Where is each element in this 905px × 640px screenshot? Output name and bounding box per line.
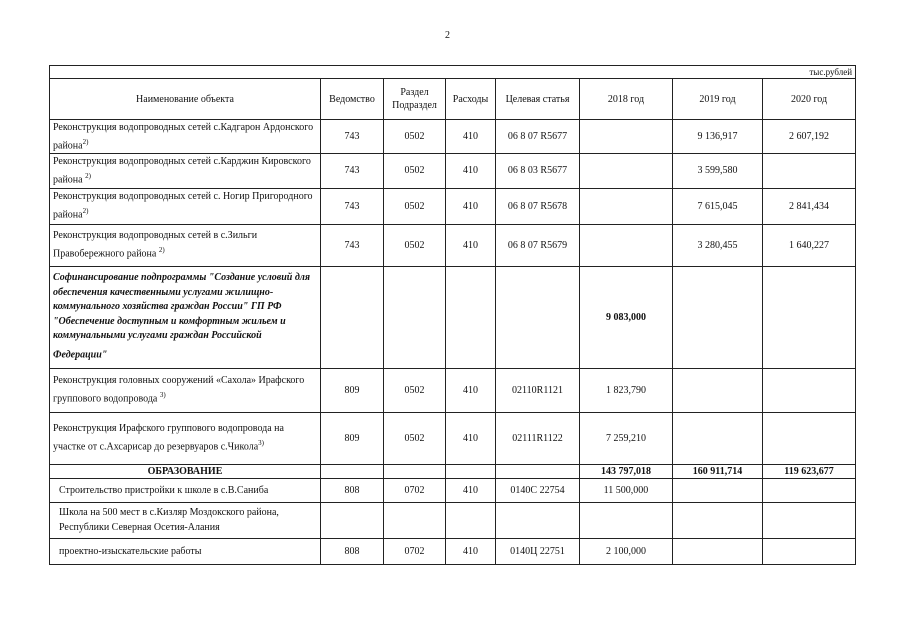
row-name: Реконструкция Ирафского группового водопровода на участке от с.Ахсарисар до резервуаров с.Чикола$^{3)}$ [50, 412, 321, 464]
header-expense: Расходы [446, 79, 496, 120]
row-name: Реконструкция водопроводных сетей в с.Зильги Правобережного района $^{2)}$ [50, 224, 321, 266]
row-2019 [673, 412, 763, 464]
row-expense [446, 464, 496, 478]
header-target: Целевая статья [496, 79, 580, 120]
row-target [496, 502, 580, 538]
row-2018: 11 500,000 [580, 478, 673, 502]
row-section: 0502 [384, 120, 446, 154]
row-target [496, 464, 580, 478]
row-2018: 2 100,000 [580, 538, 673, 564]
section-total-row [50, 464, 856, 478]
row-target: 06 8 03 R5677 [496, 154, 580, 188]
table-row [50, 502, 856, 538]
row-2019 [673, 266, 763, 368]
row-2020: 2 607,192 [763, 120, 856, 154]
row-name: ОБРАЗОВАНИЕ [50, 464, 321, 478]
row-name: Школа на 500 мест в с.Кизляр Моздокского района, Республики Северная Осетия-Алания [50, 502, 321, 538]
row-2018 [580, 502, 673, 538]
row-2019 [673, 478, 763, 502]
row-2018 [580, 154, 673, 188]
row-expense: 410 [446, 368, 496, 412]
table-row [50, 412, 856, 464]
row-2019: 160 911,714 [673, 464, 763, 478]
row-name: проектно-изыскательские работы [50, 538, 321, 564]
row-dept: 743 [321, 154, 384, 188]
row-name: Строительство пристройки к школе в с.В.Саниба [50, 478, 321, 502]
row-2018 [580, 188, 673, 224]
row-section: 0502 [384, 368, 446, 412]
row-2020: 2 841,434 [763, 188, 856, 224]
row-section: 0502 [384, 188, 446, 224]
row-section: 0702 [384, 478, 446, 502]
row-expense: 410 [446, 154, 496, 188]
header-2019: 2019 год [673, 79, 763, 120]
row-target: 0140С 22754 [496, 478, 580, 502]
row-2020 [763, 538, 856, 564]
row-section [384, 266, 446, 368]
row-2020 [763, 478, 856, 502]
row-section: 0702 [384, 538, 446, 564]
row-dept [321, 502, 384, 538]
row-2020: 119 623,677 [763, 464, 856, 478]
row-expense [446, 266, 496, 368]
row-section [384, 464, 446, 478]
table-row [50, 266, 856, 368]
header-dept: Ведомство [321, 79, 384, 120]
row-dept: 743 [321, 224, 384, 266]
row-expense: 410 [446, 188, 496, 224]
row-expense [446, 502, 496, 538]
row-2019: 3 280,455 [673, 224, 763, 266]
row-2020 [763, 502, 856, 538]
row-dept: 809 [321, 412, 384, 464]
page-number: 2 [445, 30, 450, 41]
row-name: Реконструкция водопроводных сетей с.Карджин Кировского района $^{2)}$ [50, 154, 321, 188]
table-row [50, 188, 856, 224]
row-name: Реконструкция водопроводных сетей с. Ногир Пригородного района$^{2)}$ [50, 188, 321, 224]
row-dept [321, 266, 384, 368]
row-2020 [763, 154, 856, 188]
row-target: 0140Ц 22751 [496, 538, 580, 564]
row-2018: 7 259,210 [580, 412, 673, 464]
row-expense: 410 [446, 120, 496, 154]
row-name: Софинансирование подпрограммы "Создание условий для обеспечения качественными услугами жилищно-коммунального хозяйства граждан России" ГП РФ "Обеспечение доступным и комфортным жильем и коммунальными услугами граждан Российской Федерации" [50, 266, 321, 368]
row-section: 0502 [384, 154, 446, 188]
row-2019: 3 599,580 [673, 154, 763, 188]
units-label: тыс.рублей [50, 66, 856, 79]
row-dept: 808 [321, 538, 384, 564]
row-2018: 9 083,000 [580, 266, 673, 368]
table-row [50, 224, 856, 266]
row-expense: 410 [446, 412, 496, 464]
table-row [50, 154, 856, 188]
table-row [50, 478, 856, 502]
header-name: Наименование объекта [50, 79, 321, 120]
row-2019 [673, 368, 763, 412]
row-dept: 743 [321, 188, 384, 224]
row-name: Реконструкция головных сооружений «Сахола» Ирафского группового водопровода $^{3)}$ [50, 368, 321, 412]
row-section [384, 502, 446, 538]
row-2020 [763, 412, 856, 464]
row-target: 06 8 07 R5678 [496, 188, 580, 224]
row-expense: 410 [446, 224, 496, 266]
units-row [50, 66, 856, 79]
row-2018 [580, 120, 673, 154]
budget-table [49, 65, 856, 565]
row-dept: 743 [321, 120, 384, 154]
row-2019: 7 615,045 [673, 188, 763, 224]
row-2018 [580, 224, 673, 266]
header-2018: 2018 год [580, 79, 673, 120]
row-expense: 410 [446, 538, 496, 564]
header-section [384, 79, 446, 120]
table-row [50, 368, 856, 412]
row-2020 [763, 368, 856, 412]
row-dept: 808 [321, 478, 384, 502]
row-2018: 143 797,018 [580, 464, 673, 478]
row-2019: 9 136,917 [673, 120, 763, 154]
row-2018: 1 823,790 [580, 368, 673, 412]
row-target: 02110R1121 [496, 368, 580, 412]
row-target: 06 8 07 R5677 [496, 120, 580, 154]
header-row [50, 79, 856, 120]
row-section: 0502 [384, 224, 446, 266]
row-expense: 410 [446, 478, 496, 502]
row-dept: 809 [321, 368, 384, 412]
header-section-line2: Подраздел [392, 100, 437, 111]
header-section-line1: Раздел [400, 87, 429, 98]
row-dept [321, 464, 384, 478]
row-2019 [673, 538, 763, 564]
row-section: 0502 [384, 412, 446, 464]
row-target: 02111R1122 [496, 412, 580, 464]
row-name: Реконструкция водопроводных сетей с.Кадгарон Ардонского района$^{2)}$ [50, 120, 321, 154]
row-2020: 1 640,227 [763, 224, 856, 266]
table-row [50, 120, 856, 154]
row-target: 06 8 07 R5679 [496, 224, 580, 266]
row-2020 [763, 266, 856, 368]
header-2020: 2020 год [763, 79, 856, 120]
row-2019 [673, 502, 763, 538]
table-row [50, 538, 856, 564]
row-target [496, 266, 580, 368]
